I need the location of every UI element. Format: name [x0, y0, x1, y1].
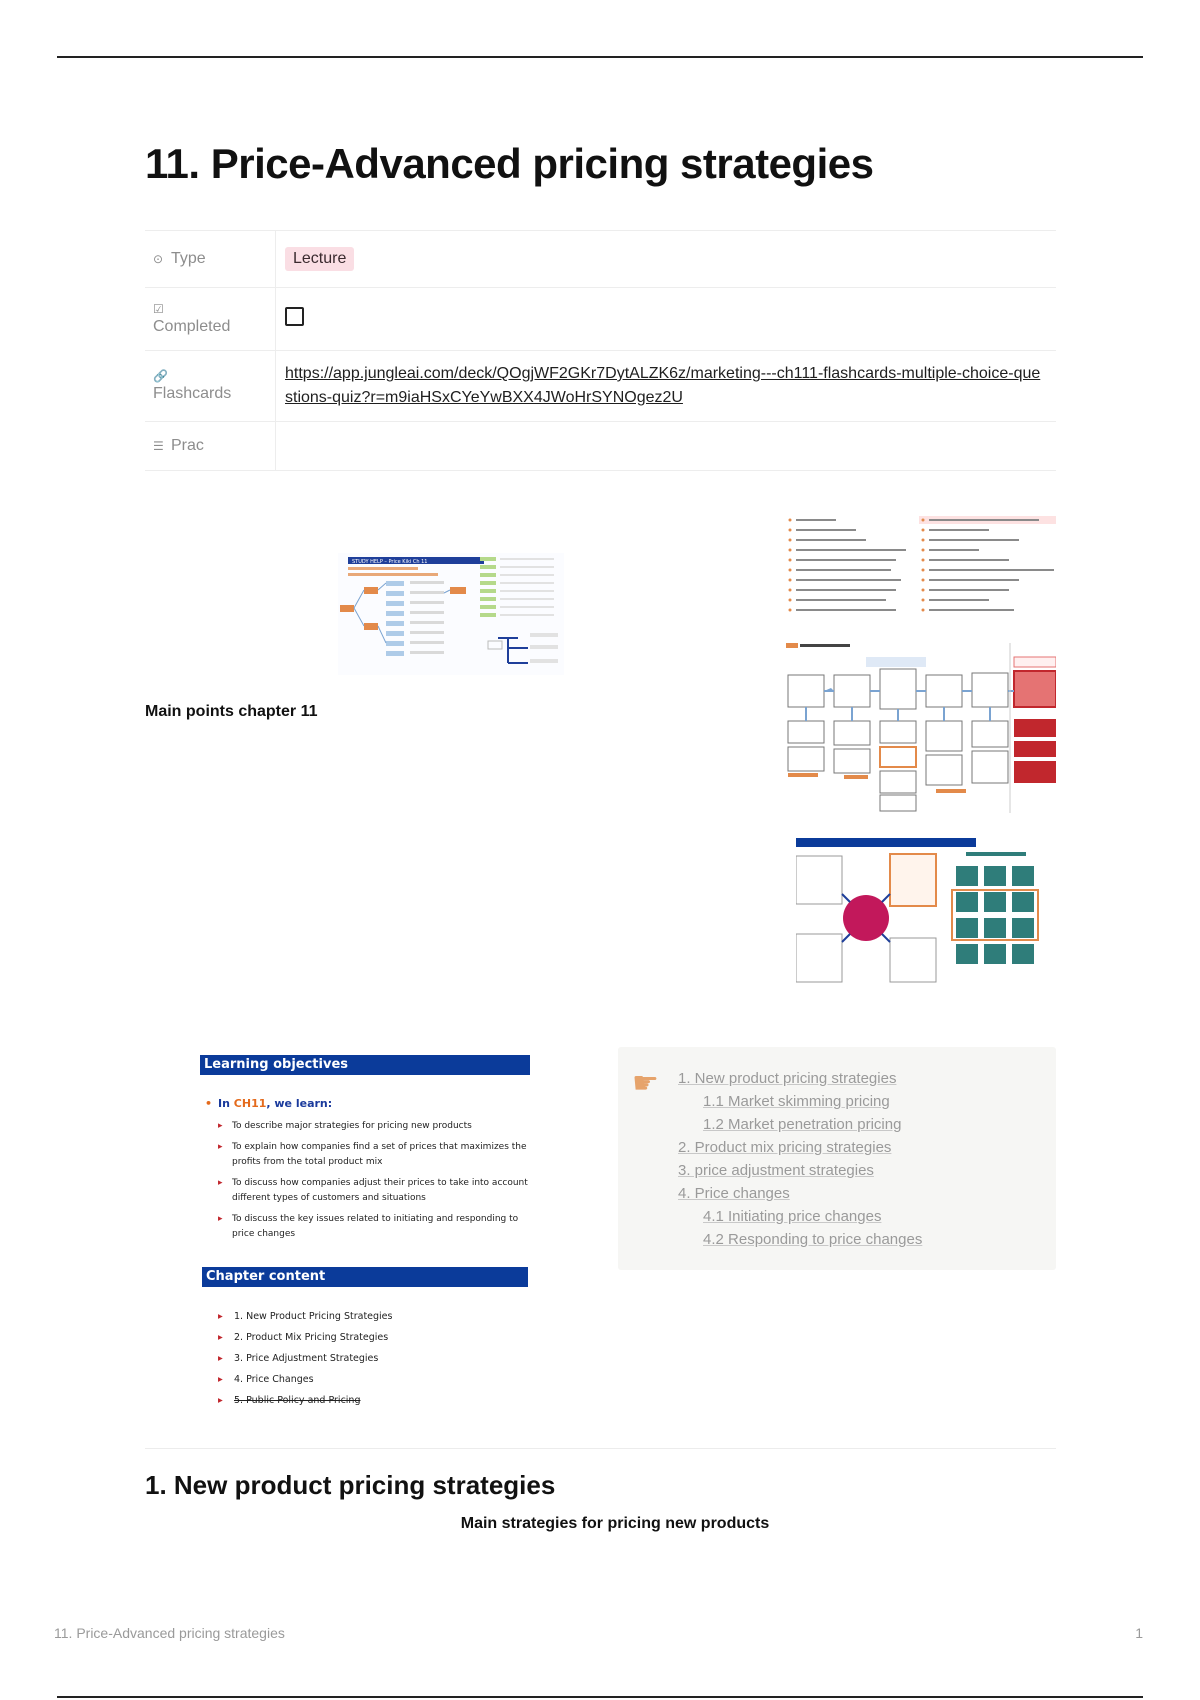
study-help-diagram [338, 553, 564, 675]
properties-table [145, 230, 1056, 471]
chapter-content-item [218, 1351, 392, 1372]
flashcards-link[interactable]: https://app.jungleai.com/deck/QOgjWF2GKr7DytALZK6z/marketing---ch111-flashcards-multiple-choice-questions-quiz?r=m9iaHSxCYeYwBXX4JWoHrSYNOgez2U [285, 365, 1041, 406]
chapter-content-list [218, 1309, 392, 1414]
lead-prefix: In [218, 1097, 234, 1110]
link-icon: 🔗 [153, 369, 168, 383]
property-label: Type [171, 250, 206, 267]
study-help-image[interactable] [338, 553, 564, 675]
completed-checkbox[interactable] [285, 307, 304, 326]
pointing-hand-icon: ☛ [632, 1067, 659, 1100]
bottom-rule [57, 1696, 1143, 1698]
toc-link[interactable]: 1. New product pricing strategies [678, 1070, 897, 1087]
checkbox-icon: ☑ [153, 302, 164, 316]
toc-link[interactable]: 1.1 Market skimming pricing [703, 1093, 890, 1110]
toc-link[interactable]: 1.2 Market penetration pricing [703, 1116, 902, 1133]
lead-chapter: CH11 [233, 1097, 267, 1110]
toc-link[interactable]: 2. Product mix pricing strategies [678, 1139, 892, 1156]
footer-title: 11. Price-Advanced pricing strategies [54, 1625, 285, 1641]
objectives-list [218, 1119, 528, 1248]
toc-link[interactable]: 3. price adjustment strategies [678, 1162, 874, 1179]
chapter-content-text: 4. Price Changes [234, 1374, 314, 1385]
chapter-content-item [218, 1330, 392, 1351]
property-row-flashcards [145, 351, 1056, 422]
type-tag[interactable]: Lecture [285, 247, 354, 271]
property-key-prac [145, 422, 276, 471]
property-row-completed [145, 288, 1056, 351]
chapter-content-item [218, 1372, 392, 1393]
chapter-list-graphic [786, 516, 1056, 624]
section-heading: 1. New product pricing strategies [145, 1470, 556, 1500]
toc-link[interactable]: 4. Price changes [678, 1185, 790, 1202]
toc-link[interactable]: 4.2 Responding to price changes [703, 1231, 923, 1248]
chapter-content-text: 5. Public Policy and Pricing [234, 1395, 361, 1406]
objective-item: ▸ To describe major strategies for pricing new products [218, 1119, 528, 1134]
svg-text:STUDY HELP – Price Kiki Ch 11: STUDY HELP – Price Kiki Ch 11 [352, 559, 428, 565]
select-icon: ⊙ [153, 252, 164, 266]
property-value-flashcards[interactable] [276, 351, 1057, 422]
chapter-content-item [218, 1309, 392, 1330]
property-label: Prac [171, 437, 204, 454]
marketing-mix-image[interactable] [796, 838, 1054, 984]
toc-list [678, 1067, 922, 1251]
property-row-prac [145, 422, 1056, 471]
toc-callout [618, 1047, 1056, 1270]
lead-suffix: , we learn: [266, 1097, 333, 1110]
chapter-content-text: 1. New Product Pricing Strategies [234, 1311, 393, 1322]
page-title: 11. Price-Advanced pricing strategies [145, 140, 874, 187]
marketing-mix-graphic [796, 838, 1054, 984]
learning-objectives-lead [205, 1097, 332, 1110]
chapter-content-title: Chapter content [202, 1267, 528, 1287]
property-value-completed[interactable] [276, 288, 1057, 351]
chapter-list-image[interactable] [786, 516, 1056, 624]
property-key-completed [145, 288, 276, 351]
property-label: Flashcards [153, 385, 232, 402]
list-icon: ☰ [153, 439, 164, 453]
property-key-type [145, 231, 276, 288]
chapter-content-text: 2. Product Mix Pricing Strategies [234, 1332, 389, 1343]
marketing-process-image[interactable] [786, 643, 1056, 813]
property-key-flashcards [145, 351, 276, 422]
property-value-prac[interactable] [276, 422, 1057, 471]
property-value-type[interactable] [276, 231, 1057, 288]
top-rule [57, 56, 1143, 58]
marketing-process-graphic [786, 643, 1056, 813]
footer-page-number: 1 [1135, 1625, 1143, 1641]
toc-link[interactable]: 4.1 Initiating price changes [703, 1208, 882, 1225]
bullet-icon: • [205, 1097, 213, 1110]
learning-objectives-slide[interactable] [190, 1045, 540, 1415]
chapter-content-text: 3. Price Adjustment Strategies [234, 1353, 379, 1364]
property-label: Completed [153, 318, 231, 335]
section-divider [145, 1448, 1056, 1449]
chapter-content-item [218, 1393, 392, 1414]
objective-item: ▸ To discuss how companies adjust their prices to take into account different types of customers and situations [218, 1176, 528, 1206]
learning-objectives-title: Learning objectives [200, 1055, 530, 1075]
property-row-type [145, 231, 1056, 288]
section-subheading: Main strategies for pricing new products [460, 1515, 770, 1532]
objective-item: ▸ To discuss the key issues related to initiating and responding to price changes [218, 1212, 528, 1242]
objective-item: ▸ To explain how companies find a set of prices that maximizes the profits from the total product mix [218, 1140, 528, 1170]
main-points-caption: Main points chapter 11 [145, 703, 318, 720]
